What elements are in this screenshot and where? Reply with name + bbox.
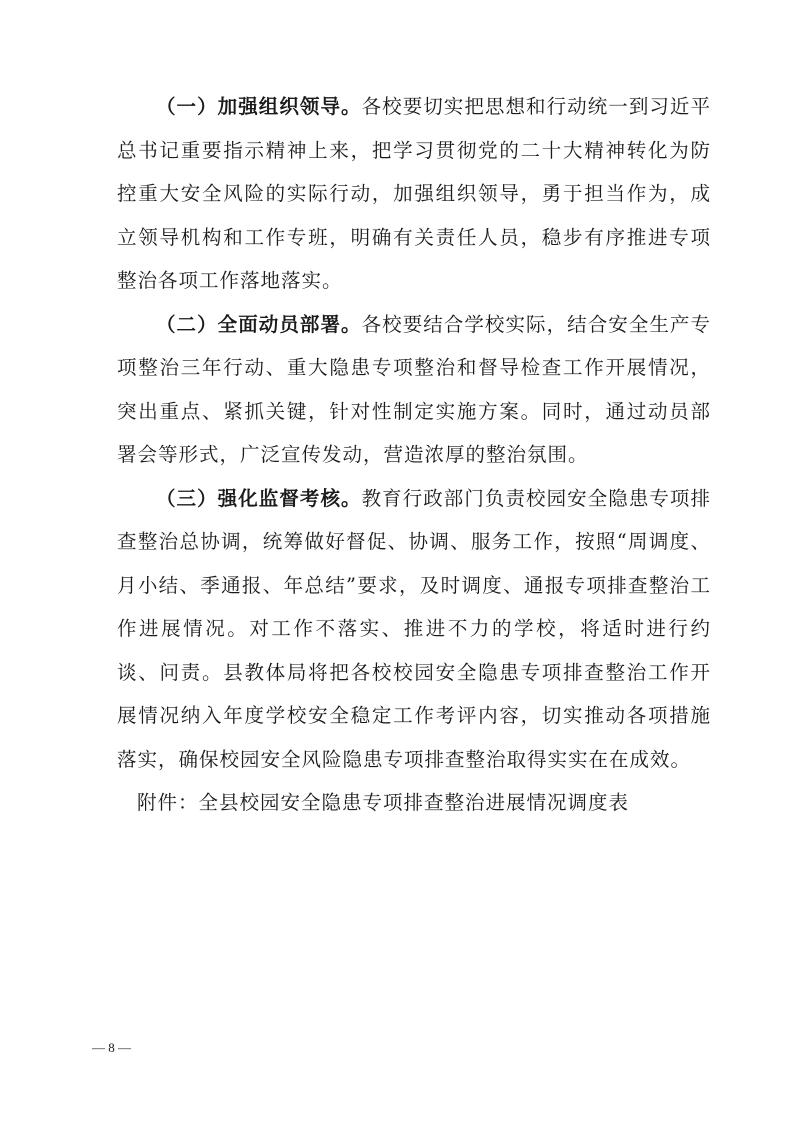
section-2 bbox=[117, 303, 711, 477]
section-2-heading: （二）全面动员部署。 bbox=[156, 312, 362, 336]
section-2-body: 各校要结合学校实际，结合安全生产专项整治三年行动、重大隐患专项整治和督导检查工作开展情况，突出重点、紧抓关键，针对性制定实施方案。同时，通过动员部署会等形式，广泛宣传发动，营造浓厚的整治氛围。 bbox=[117, 312, 711, 466]
section-1-body: 各校要切实把思想和行动统一到习近平总书记重要指示精神上来，把学习贯彻党的二十大精神转化为防控重大安全风险的实际行动，加强组织领导，勇于担当作为，成立领导机构和工作专班，明确有关责任人员，稳步有序推进专项整治各项工作落地落实。 bbox=[117, 95, 711, 292]
document-body bbox=[117, 85, 711, 825]
section-1 bbox=[117, 85, 711, 303]
section-3 bbox=[117, 477, 711, 782]
page-number: — 8 — bbox=[92, 1040, 131, 1055]
section-3-body: 教育行政部门负责校园安全隐患专项排查整治总协调，统筹做好督促、协调、服务工作，按照“周调度、月小结、季通报、年总结”要求，及时调度、通报专项排查整治工作进展情况。对工作不落实、推进不力的学校，将适时进行约谈、问责。县教体局将把各校校园安全隐患专项排查整治工作开展情况纳入年度学校安全稳定工作考评内容，切实推动各项措施落实，确保校园安全风险隐患专项排查整治取得实实在在成效。 bbox=[117, 486, 711, 771]
attachment-line: 附件：全县校园安全隐患专项排查整治进展情况调度表 bbox=[137, 791, 630, 814]
section-3-heading: （三）强化监督考核。 bbox=[156, 486, 362, 510]
section-1-heading: （一）加强组织领导。 bbox=[156, 95, 362, 118]
